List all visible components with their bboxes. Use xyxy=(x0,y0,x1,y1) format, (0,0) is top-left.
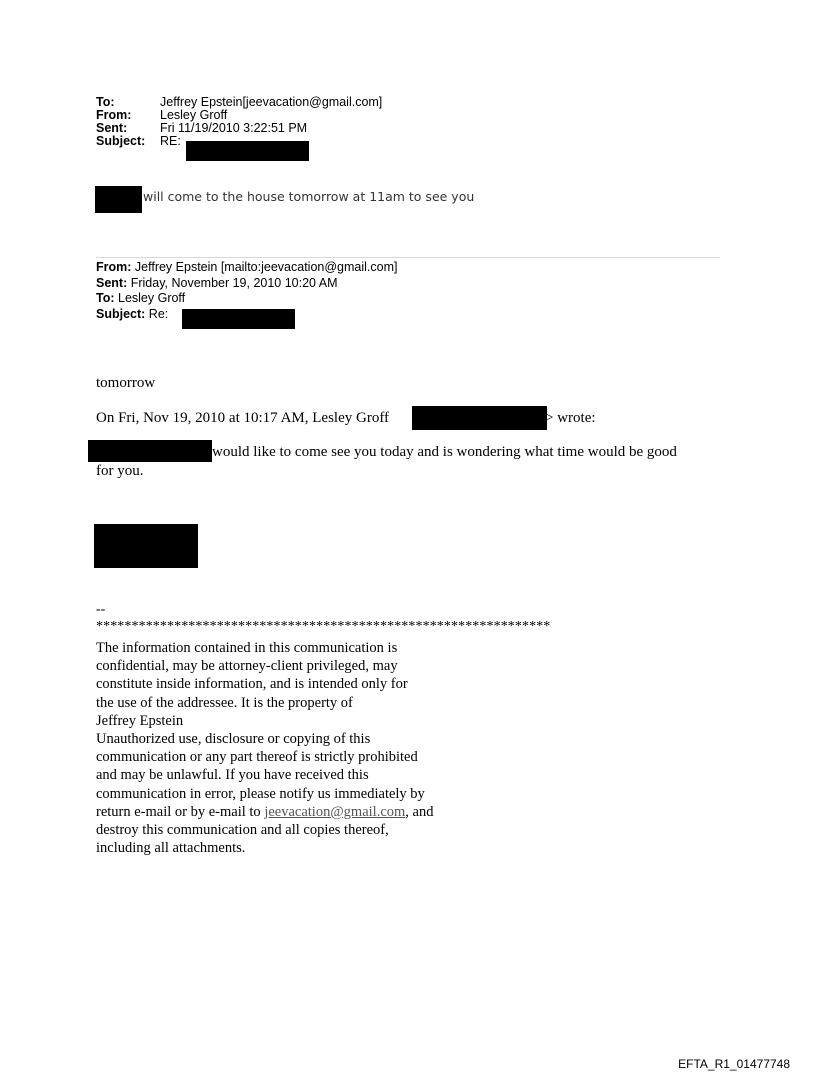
disclaimer-line: Unauthorized use, disclosure or copying of this xyxy=(96,731,371,748)
divider xyxy=(96,257,720,258)
redaction-block xyxy=(95,186,142,213)
disclaimer-line: destroy this communication and all copies thereof, xyxy=(96,822,389,839)
quoted-subject-label: Subject: xyxy=(96,306,146,321)
disclaimer-line: confidential, may be attorney-client privileged, may xyxy=(96,658,398,675)
disclaimer-line: the use of the addressee. It is the property of xyxy=(96,694,353,711)
redaction-block xyxy=(186,141,309,161)
email-prefix: return e-mail or by e-mail to xyxy=(96,803,265,820)
sent-value: Fri 11/19/2010 3:22:51 PM xyxy=(160,121,308,135)
sent-label: Sent: xyxy=(96,121,128,135)
quoted-subject-value: Re: xyxy=(145,306,169,321)
quoted-from-value: Jeffrey Epstein [mailto:jeevacation@gmail.com] xyxy=(131,260,398,274)
quoted-sent-value: Friday, November 19, 2010 10:20 AM xyxy=(127,275,338,290)
body-tomorrow: tomorrow xyxy=(96,375,156,391)
body-on-line-suffix: > wrote: xyxy=(545,410,596,426)
disclaimer-line: Jeffrey Epstein xyxy=(96,712,184,729)
quoted-to-row xyxy=(96,291,397,307)
disclaimer-line: The information contained in this communication is xyxy=(96,640,398,656)
from-label: From: xyxy=(96,108,132,122)
disclaimer-line: constitute inside information, and is intended only for xyxy=(96,676,408,693)
quoted-sent-row xyxy=(96,276,397,292)
subject-value: RE: xyxy=(160,134,181,148)
redaction-block xyxy=(182,309,295,329)
email-suffix: , and xyxy=(405,803,434,820)
subject-label: Subject: xyxy=(96,134,146,148)
disclaimer-line: communication or any part thereof is strictly prohibited xyxy=(96,749,418,766)
signature-stars: **************************************************************** xyxy=(96,619,551,634)
redaction-block xyxy=(88,440,212,462)
quoted-sent-label: Sent: xyxy=(96,275,128,290)
body-quote-line1: would like to come see you today and is wondering what time would be good xyxy=(212,444,677,460)
quoted-from-row xyxy=(96,260,397,276)
reply-text: will come to the house tomorrow at 11am to see you xyxy=(143,189,475,204)
disclaimer-line: and may be unlawful. If you have received this xyxy=(96,767,369,784)
to-value: Jeffrey Epstein[jeevacation@gmail.com] xyxy=(160,95,383,109)
email-link[interactable]: jeevacation@gmail.com xyxy=(264,803,406,820)
disclaimer-line: communication in error, please notify us immediately by xyxy=(96,785,425,802)
from-value: Lesley Groff xyxy=(160,108,228,122)
signature-dashes: -- xyxy=(96,602,106,617)
document-id: EFTA_R1_01477748 xyxy=(678,1057,790,1071)
body-on-line-prefix: On Fri, Nov 19, 2010 at 10:17 AM, Lesley Groff xyxy=(96,410,390,426)
body-quote-line2: for you. xyxy=(96,463,144,479)
redaction-block xyxy=(412,406,547,430)
quoted-from-label: From: xyxy=(96,260,132,274)
disclaimer-line: including all attachments. xyxy=(96,840,246,857)
to-label: To: xyxy=(96,95,115,109)
quoted-to-value: Lesley Groff xyxy=(114,291,186,305)
redaction-block xyxy=(94,524,198,568)
disclaimer-email-line xyxy=(96,803,496,821)
disclaimer xyxy=(96,639,496,857)
quoted-to-label: To: xyxy=(96,291,115,305)
to-row xyxy=(96,96,382,109)
